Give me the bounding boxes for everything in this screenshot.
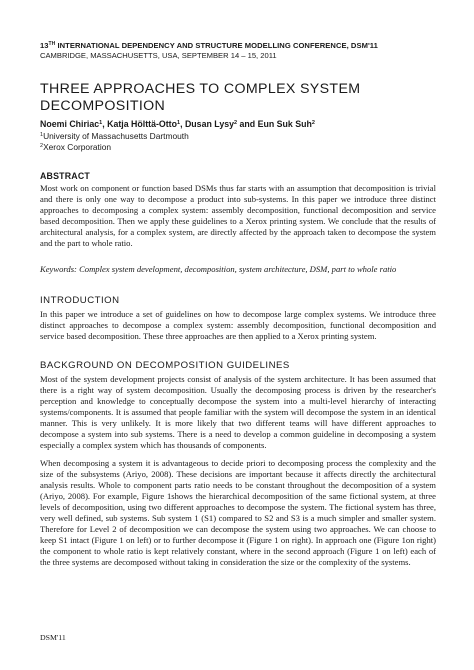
- page-footer: DSM'11: [40, 633, 66, 642]
- background-paragraph-1: Most of the system development projects consist of analysis of the system architecture. It has been assumed that there is a right way of system decomposition. Usually the decomposing process is driven by the researcher's perception and knowledge to conceptually decompose the system into a multi-level hierarchy of interacting systems/components. It is assumed that people familiar with the system will decompose the system in an identical manner. This is very unlikely. It is more likely that two different teams will have different approaches to decompose a system into sub systems. There is a need to develop a common guideline in decomposing a system especially a complex system which has thousands of components.: [40, 374, 436, 450]
- conference-header: 13TH INTERNATIONAL DEPENDENCY AND STRUCTURE MODELLING CONFERENCE, DSM'11: [40, 41, 378, 50]
- introduction-heading: INTRODUCTION: [40, 295, 120, 306]
- background-paragraph-2: When decomposing a system it is advantageous to decide priori to decomposing process the complexity and the size of the subsystems (Ariyo, 2008). These decisions are important because it affects directly the architectural analysis results. Whole to component parts ratio needs to be constant throughout the decomposition of a system (Ariyo, 2008). For example, Figure 1shows the hierarchical decomposition of the same fictional system, at three levels of decomposition, using two different approaches to decompose the system. The fictional system has three, very well defined, sub systems. Sub system 1 (S1) compared to S2 and S3 is a much simpler and smaller system. Therefore for Level 2 of decomposition we can decompose the system using two approaches. We can choose to keep S1 intact (Figure 1 on left) or to further decompose it (Figure 1 on right). In approach one (Figure 1on right) the component to whole ratio is kept relatively constant, where in the second approach (Figure 1 on left) each of the three systems are decomposed without taking in consideration the size or the complexity of the systems.: [40, 458, 436, 567]
- keywords: Keywords: Complex system development, decomposition, system architecture, DSM, part to whole ratio: [40, 264, 397, 274]
- conference-location: CAMBRIDGE, MASSACHUSETTS, USA, SEPTEMBER 14 – 15, 2011: [40, 51, 277, 60]
- introduction-text: In this paper we introduce a set of guidelines on how to decompose large complex systems. We introduce three distinct approaches to decompose a complex system: assembly decomposition, functional decomposition and service based decomposition. These three approaches are then applied to a Xerox printing system.: [40, 309, 436, 341]
- abstract-text: Most work on component or function based DSMs thus far starts with an assumption that decomposition is trivial and there is only one way to decompose a product into sub-systems. In this paper we introduce three distinct approaches to decomposing a complex system: assembly decomposition, functional decomposition and service based decomposition. Then we apply these guidelines to a Xerox printing system. We conclude that the results of architectural analysis, for a complex system, are directly affected by the approach taken to decompose the system and the part to whole ratio.: [40, 183, 436, 248]
- affiliation-2: $^2$Xerox Corporation: [40, 142, 112, 152]
- affiliation-1: $^1$University of Massachusetts Dartmouth: [40, 131, 189, 141]
- paper-title: THREE APPROACHES TO COMPLEX SYSTEM DECOMPOSITION: [40, 81, 361, 114]
- background-heading: BACKGROUND ON DECOMPOSITION GUIDELINES: [40, 360, 290, 371]
- author-list: Noemi Chiriac$^1$, Katja Hölttä-Otto$^1$, Dusan Lysy$^2$ and Eun Suk Suh$^2$: [40, 119, 315, 129]
- abstract-heading: ABSTRACT: [40, 171, 90, 181]
